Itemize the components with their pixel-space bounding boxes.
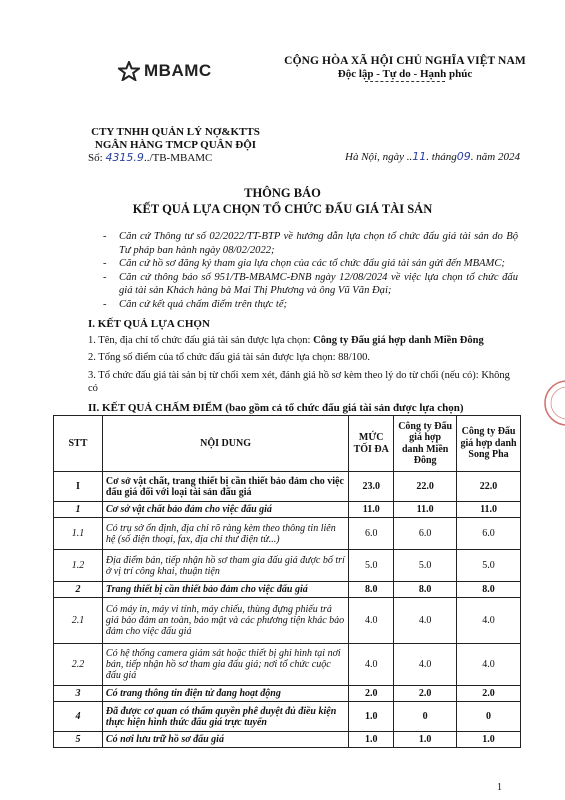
table-row: [54, 732, 521, 748]
table-row: [54, 598, 521, 644]
cell-max: 8.0: [349, 582, 394, 598]
col-header-org1: Công ty Đấu giá hợp danh Miền Đông: [394, 416, 457, 472]
national-motto: CỘNG HÒA XÃ HỘI CHỦ NGHĨA VIỆT NAM: [284, 55, 526, 67]
day-handwritten: 11: [412, 150, 427, 163]
col-header-max: MỨC TỐI ĐA: [349, 416, 394, 472]
table-row: [54, 702, 521, 732]
doc-no-prefix: Số:: [88, 152, 106, 164]
cell-org2: 5.0: [457, 550, 521, 582]
cell-max: 5.0: [349, 550, 394, 582]
basis-item: - Căn cứ kết quả chấm điểm trên thực tế;: [103, 298, 518, 312]
score-table: [53, 415, 521, 748]
cell-org2: 6.0: [457, 518, 521, 550]
month-handwritten: 09: [456, 150, 471, 163]
cell-org1: 1.0: [394, 732, 457, 748]
cell-content: Có trang thông tin điện tử đang hoạt động: [102, 686, 348, 702]
cell-stt: 1.1: [54, 518, 103, 550]
section-1-heading: I. KẾT QUẢ LỰA CHỌN: [88, 318, 210, 330]
issuer-block: [88, 126, 263, 152]
table-row: [54, 686, 521, 702]
table-header-row: [54, 416, 521, 472]
section-2-heading: II. KẾT QUẢ CHẤM ĐIỂM (bao gồm cả tổ chức đấu giá tài sản được lựa chọn): [88, 402, 464, 414]
basis-item: - Căn cứ hồ sơ đăng ký tham gia lựa chọn của các tổ chức đấu giá tài sản gửi đến MBAMC;: [103, 257, 518, 271]
cell-content: Cơ sở vật chất, trang thiết bị cần thiết bảo đảm cho việc đấu giá đối với loại tài sản đấu giá: [102, 472, 348, 502]
cell-content: Trang thiết bị cần thiết bảo đảm cho việc đấu giá: [102, 582, 348, 598]
cell-org1: 5.0: [394, 550, 457, 582]
table-row: [54, 582, 521, 598]
issuer-line1: CTY TNHH QUẢN LÝ NỢ&KTTS: [91, 126, 260, 138]
national-heading: [270, 55, 540, 82]
col-header-org2: Công ty Đấu giá hợp danh Song Pha: [457, 416, 521, 472]
cell-org1: 8.0: [394, 582, 457, 598]
cell-org1: 2.0: [394, 686, 457, 702]
table-row: [54, 644, 521, 686]
cell-org1: 4.0: [394, 644, 457, 686]
cell-stt: 1: [54, 502, 103, 518]
cell-org2: 22.0: [457, 472, 521, 502]
partial-stamp-seal: [537, 378, 565, 428]
total-score: 2. Tổng số điểm của tổ chức đấu giá tài sản được lựa chọn: 88/100.: [88, 352, 370, 363]
cell-stt: 1.2: [54, 550, 103, 582]
cell-max: 4.0: [349, 598, 394, 644]
selected-org-label: 1. Tên, địa chỉ tổ chức đấu giá tài sản được lựa chọn:: [88, 335, 314, 346]
cell-stt: 3: [54, 686, 103, 702]
cell-content: Đã được cơ quan có thẩm quyền phê duyệt đủ điều kiện thực hiện hình thức đấu giá trực tuyến: [102, 702, 348, 732]
national-slogan: Độc lập - Tự do - Hạnh phúc: [337, 68, 473, 80]
col-header-content: NỘI DUNG: [102, 416, 348, 472]
selected-org-name: Công ty Đấu giá hợp danh Miền Đông: [313, 335, 484, 346]
cell-org1: 6.0: [394, 518, 457, 550]
place-prefix: Hà Nội, ngày ..: [345, 151, 413, 163]
cell-content: Có máy in, máy vi tính, máy chiếu, thùng đựng phiếu trả giá bảo đảm an toàn, bảo mật và các phương tiện khác bảo đảm cho việc đấu giá: [102, 598, 348, 644]
issuer-line2: NGÂN HÀNG TMCP QUÂN ĐỘI: [94, 139, 257, 151]
cell-content: Địa điểm bán, tiếp nhận hồ sơ tham gia đấu giá được bố trí ở vị trí công khai, thuận tiện: [102, 550, 348, 582]
cell-content: Có trụ sở ổn định, địa chỉ rõ ràng kèm theo thông tin liên hệ (số điện thoại, fax, địa chỉ thư điện tử...): [102, 518, 348, 550]
cell-org2: 0: [457, 702, 521, 732]
document-number: [88, 151, 212, 164]
table-row: [54, 518, 521, 550]
cell-stt: 5: [54, 732, 103, 748]
cell-org1: 22.0: [394, 472, 457, 502]
month-prefix: . tháng: [426, 151, 457, 163]
cell-org2: 2.0: [457, 686, 521, 702]
cell-stt: 2: [54, 582, 103, 598]
cell-org2: 1.0: [457, 732, 521, 748]
cell-content: Cơ sở vật chất bảo đảm cho việc đấu giá: [102, 502, 348, 518]
table-row: [54, 472, 521, 502]
cell-max: 1.0: [349, 732, 394, 748]
company-logo: [118, 61, 212, 81]
cell-stt: I: [54, 472, 103, 502]
cell-max: 23.0: [349, 472, 394, 502]
mbamc-star-icon: [118, 61, 140, 81]
doc-title: THÔNG BÁO: [244, 186, 321, 200]
year-suffix: . năm 2024: [470, 151, 520, 163]
cell-max: 4.0: [349, 644, 394, 686]
cell-content: Có nơi lưu trữ hồ sơ đấu giá: [102, 732, 348, 748]
basis-item: - Căn cứ Thông tư số 02/2022/TT-BTP về hướng dẫn lựa chọn tổ chức đấu giá tài sản do Bộ Tư pháp ban hành ngày 08/02/2022;: [103, 230, 518, 257]
place-date: [345, 150, 520, 163]
legal-bases: [103, 230, 518, 312]
cell-max: 1.0: [349, 702, 394, 732]
cell-org2: 8.0: [457, 582, 521, 598]
slogan-underline: [365, 81, 445, 82]
cell-stt: 2.1: [54, 598, 103, 644]
cell-org1: 0: [394, 702, 457, 732]
table-row: [54, 550, 521, 582]
cell-org2: 11.0: [457, 502, 521, 518]
page-number: 1: [497, 782, 502, 793]
cell-stt: 2.2: [54, 644, 103, 686]
selected-org: [88, 335, 484, 346]
cell-content: Có hệ thống camera giám sát hoặc thiết bị ghi hình tại nơi bán, tiếp nhận hồ sơ tham gia đấu giá; nơi tổ chức cuộc đấu giá: [102, 644, 348, 686]
cell-org1: 11.0: [394, 502, 457, 518]
doc-no-handwritten: 4315.9: [105, 151, 144, 164]
cell-org2: 4.0: [457, 644, 521, 686]
table-row: [54, 502, 521, 518]
col-header-stt: STT: [54, 416, 103, 472]
cell-max: 6.0: [349, 518, 394, 550]
logo-text: MBAMC: [144, 61, 212, 80]
basis-item: - Căn cứ thông báo số 951/TB-MBAMC-ĐNB ngày 12/08/2024 về việc lựa chọn tổ chức đấu giá tài sản Khách hàng bà Mai Thị Phương và ông Vũ Văn Đại;: [103, 271, 518, 298]
rejected-orgs: 3. Tổ chức đấu giá tài sản bị từ chối xem xét, đánh giá hồ sơ kèm theo lý do từ chối (nếu có): Không có: [88, 370, 510, 394]
doc-subtitle: KẾT QUẢ LỰA CHỌN TỔ CHỨC ĐẤU GIÁ TÀI SẢN: [132, 202, 433, 216]
cell-stt: 4: [54, 702, 103, 732]
cell-org1: 4.0: [394, 598, 457, 644]
cell-max: 11.0: [349, 502, 394, 518]
cell-max: 2.0: [349, 686, 394, 702]
cell-org2: 4.0: [457, 598, 521, 644]
doc-no-suffix: ../TB-MBAMC: [143, 152, 213, 164]
